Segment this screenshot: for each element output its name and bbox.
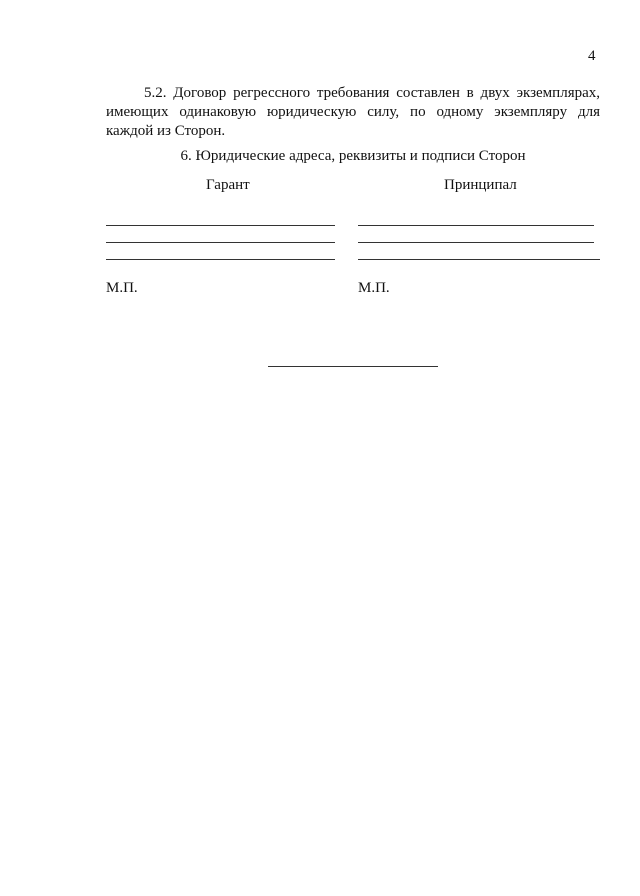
principal-line <box>358 225 594 226</box>
principal-title: Принципал <box>444 177 517 193</box>
principal-seal-label: М.П. <box>358 280 390 296</box>
clause-5-2: 5.2. Договор регрессного требования составлен в двух экземплярах, имеющих одинаковую юридическую силу, по одному экземпляру для каждой из Сторон. <box>106 85 600 139</box>
page-number: 4 <box>588 48 596 64</box>
guarantor-line <box>106 225 335 226</box>
principal-line <box>358 242 594 243</box>
guarantor-seal-label: М.П. <box>106 280 138 296</box>
principal-line <box>358 259 600 260</box>
guarantor-line <box>106 242 335 243</box>
guarantor-title: Гарант <box>206 177 250 193</box>
guarantor-line <box>106 259 335 260</box>
end-of-document-line <box>268 366 438 367</box>
section-heading: 6. Юридические адреса, реквизиты и подписи Сторон <box>180 148 526 164</box>
